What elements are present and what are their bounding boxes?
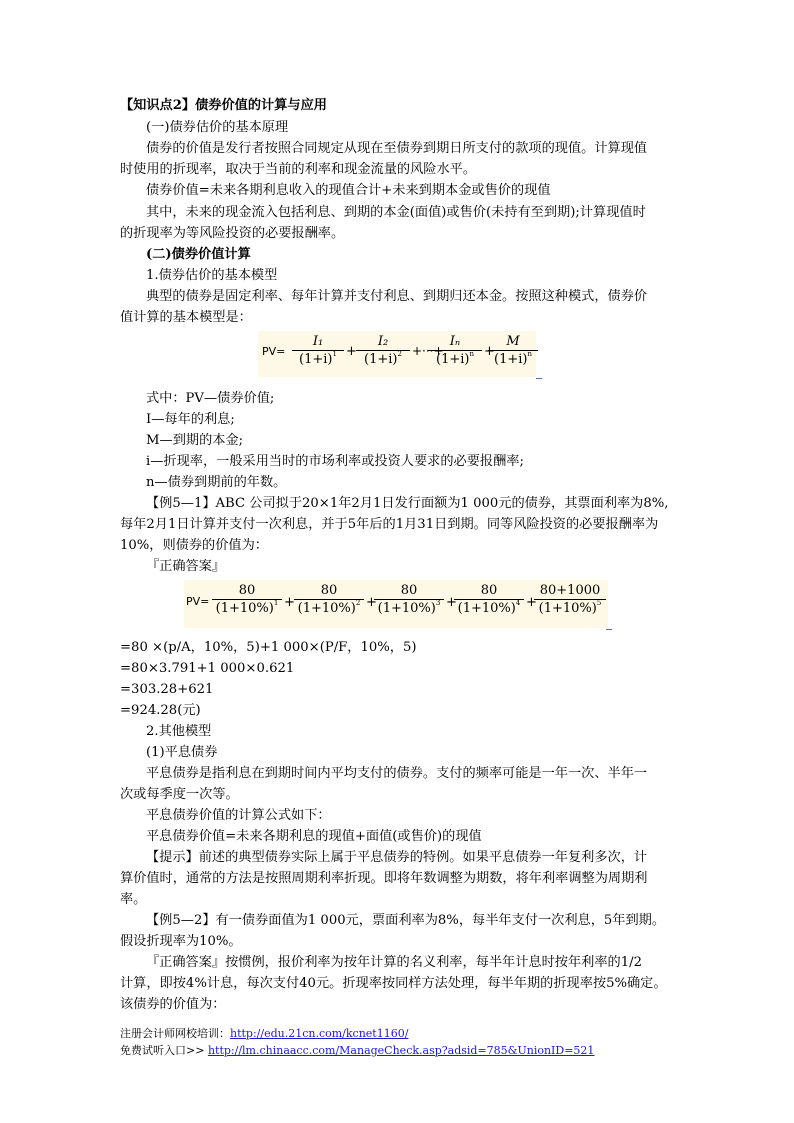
section-title: 【知识点2】债券价值的计算与应用: [120, 98, 327, 113]
footer-training-link[interactable]: http://edu.21cn.com/kcnet1160/: [230, 1027, 409, 1040]
footer-line-1: [120, 1026, 408, 1042]
formula-marker: [536, 378, 542, 379]
paragraph-line: 典型的债券是固定利率、每年计算并支付利息、到期归还本金。按照这种模式，债券价: [146, 289, 648, 304]
formula-term: 80 $(1+10\%)^2$: [294, 583, 364, 616]
paragraph-line: 该债券的价值为：: [120, 997, 226, 1012]
formula-marker: [606, 629, 612, 630]
footer-label: 免费试听入口>>: [120, 1044, 208, 1057]
paragraph-line: 率。: [120, 892, 147, 907]
paragraph-line: 计算，即按4%计息，每次支付40元。折现率按同样方法处理，每半年期的折现率按5%确定。: [120, 976, 667, 991]
paragraph-line: 『正确答案』: [146, 559, 226, 574]
paragraph-line: 每年2月1日计算并支付一次利息，并于5年后的1月31日到期。同等风险投资的必要报酬率为: [120, 517, 659, 532]
paragraph-line: 假设折现率为10%。: [120, 934, 242, 949]
example-formula: [184, 580, 608, 628]
paragraph-line: 时使用的折现率，取决于当前的利率和现金流量的风险水平。: [120, 162, 477, 177]
formula-lhs: PV=: [186, 595, 210, 608]
subheading: (二)债券价值计算: [146, 247, 251, 262]
bond-value-formula: [258, 331, 536, 377]
paragraph-line: 【例5—1】ABC 公司拟于20×1年2月1日发行面额为1 000元的债券，其票面利率为8%,: [146, 496, 669, 511]
formula-term: 80+1000 $(1+10\%)^5$: [534, 583, 606, 616]
formula-term: 80 $(1+10\%)^3$: [374, 583, 444, 616]
plus-sign: +: [346, 344, 357, 359]
calc-line: =80×3.791+1 000×0.621: [120, 661, 295, 676]
paragraph-line: 10%，则债券的价值为：: [120, 538, 268, 553]
paragraph-line: 算价值时，通常的方法是按照周期利率折现。即将年数调整为期数，将年利率调整为周期利: [120, 871, 648, 886]
subheading: 2.其他模型: [146, 724, 212, 739]
paragraph-line: n—债券到期前的年数。: [146, 475, 287, 490]
subheading: (1)平息债券: [146, 745, 218, 760]
paragraph-line: 其中，未来的现金流入包括利息、到期的本金(面值)或售价(未持有至到期);计算现值时: [146, 205, 646, 220]
plus-sign: +: [446, 595, 457, 610]
paragraph-line: 债券的价值是发行者按照合同规定从现在至债券到期日所支付的款项的现值。计算现值: [146, 141, 648, 156]
paragraph-line: 式中：PV—债券价值;: [146, 391, 275, 406]
paragraph-line: 『正确答案』按惯例，报价利率为按年计算的名义利率，每半年计息时按年利率的1/2: [146, 955, 642, 970]
paragraph-line: 值计算的基本模型是：: [120, 310, 252, 325]
paragraph-line: 债券价值=未来各期利息收入的现值合计+未来到期本金或售价的现值: [146, 183, 551, 198]
paragraph-line: I—每年的利息;: [146, 412, 235, 427]
plus-sign: +: [484, 344, 495, 359]
footer-trial-link[interactable]: http://lm.chinaacc.com/ManageCheck.asp?adsid=785&UnionID=521: [207, 1044, 595, 1057]
paragraph-line: 平息债券价值=未来各期利息的现值+面值(或售价)的现值: [146, 829, 482, 844]
formula-term: 80 $(1+10\%)^1$: [212, 583, 282, 616]
paragraph-line: 次或每季度一次等。: [120, 787, 239, 802]
ellipsis: +···+: [412, 344, 444, 358]
paragraph-line: 平息债券价值的计算公式如下：: [146, 808, 331, 823]
subheading: (一)债券估价的基本原理: [146, 120, 289, 135]
plus-sign: +: [284, 595, 295, 610]
paragraph-line: 平息债券是指利息在到期时间内平均支付的债券。支付的频率可能是一年一次、半年一: [146, 766, 648, 781]
formula-term: M $(1+i)^n$: [488, 334, 538, 367]
formula-lhs: PV=: [262, 345, 286, 358]
footer-label: 注册会计师网校培训：: [120, 1027, 230, 1040]
formula-term: I₂ $(1+i)^2$: [356, 334, 410, 367]
paragraph-line: M—到期的本金;: [146, 433, 244, 448]
formula-term: 80 $(1+10\%)^4$: [454, 583, 524, 616]
paragraph-line: 【例5—2】有一债券面值为1 000元，票面利率为8%，每半年支付一次利息，5年到期。: [146, 913, 666, 928]
calc-line: =924.28(元): [120, 703, 201, 718]
calc-line: =80 ×(p/A，10%，5)+1 000×(P/F，10%，5): [120, 640, 417, 655]
paragraph-line: i—折现率，一般采用当时的市场利率或投资人要求的必要报酬率;: [146, 454, 524, 469]
formula-term: I₁ $(1+i)^1$: [292, 334, 344, 367]
calc-line: =303.28+621: [120, 682, 214, 697]
paragraph-line: 1.债券估价的基本模型: [146, 268, 278, 283]
paragraph-line: 【提示】前述的典型债券实际上属于平息债券的特例。如果平息债券一年复利多次，计: [146, 850, 648, 865]
formula-term: Iₙ $(1+i)^n$: [428, 334, 482, 367]
paragraph-line: 的折现率为等风险投资的必要报酬率。: [120, 226, 345, 241]
plus-sign: +: [526, 595, 537, 610]
footer-line-2: [120, 1043, 594, 1059]
plus-sign: +: [366, 595, 377, 610]
